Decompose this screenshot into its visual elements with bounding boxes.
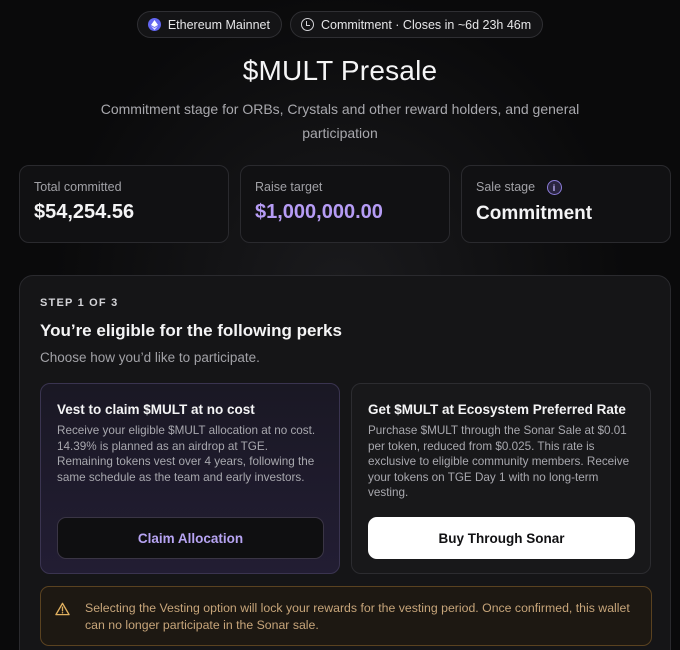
stat-raise-target [240, 165, 450, 243]
header-pills [0, 11, 680, 38]
step-indicator: STEP 1 OF 3 [40, 297, 119, 309]
ethereum-icon [148, 18, 161, 31]
clock-icon [301, 18, 314, 31]
stat-value: $54,254.56 [34, 201, 135, 223]
option-description: Receive your eligible $MULT allocation at no cost. 14.39% is planned as an airdrop at TGE. Remaining tokens vest over 4 years, following the same schedule as the team and early investors. [57, 424, 316, 484]
buy-through-sonar-button[interactable]: Buy Through Sonar [368, 517, 635, 559]
warning-text: Selecting the Vesting option will lock your rewards for the vesting period. Once confirmed, this wallet can no longer participate in the Sonar sale. [85, 601, 630, 632]
option-title: Vest to claim $MULT at no cost [57, 402, 255, 417]
vest-option-card[interactable] [40, 383, 340, 574]
warning-triangle-icon [55, 602, 70, 616]
info-icon[interactable]: i [547, 180, 562, 195]
claim-allocation-button[interactable]: Claim Allocation [57, 517, 324, 559]
stat-label: Sale stage [476, 180, 536, 194]
status-pill [290, 11, 543, 38]
stat-label: Total committed [34, 180, 122, 194]
participation-panel [19, 275, 671, 650]
step-prompt: Choose how you’d like to participate. [40, 350, 260, 365]
stat-value: $1,000,000.00 [255, 201, 383, 223]
option-title: Get $MULT at Ecosystem Preferred Rate [368, 402, 626, 417]
network-pill[interactable] [137, 11, 282, 38]
status-label: Commitment · Closes in ~6d 23h 46m [320, 17, 532, 32]
stat-label-row [476, 180, 656, 195]
option-description: Purchase $MULT through the Sonar Sale at $0.01 per token, reduced from $0.025. This rate is exclusive to eligible community members. Receive your tokens on TGE Day 1 with no long-term vesting. [368, 424, 630, 499]
network-label: Ethereum Mainnet [167, 17, 270, 32]
stat-sale-stage [461, 165, 671, 243]
stat-total-committed [19, 165, 229, 243]
stat-label: Raise target [255, 180, 323, 194]
page-title: $MULT Presale [242, 55, 438, 86]
step-heading: You’re eligible for the following perks [40, 321, 342, 340]
page-subtitle: Commitment stage for ORBs, Crystals and other reward holders, and general participation [100, 101, 580, 141]
vesting-warning [40, 586, 652, 646]
sonar-option-card[interactable] [351, 383, 651, 574]
stat-value: Commitment [476, 203, 593, 225]
